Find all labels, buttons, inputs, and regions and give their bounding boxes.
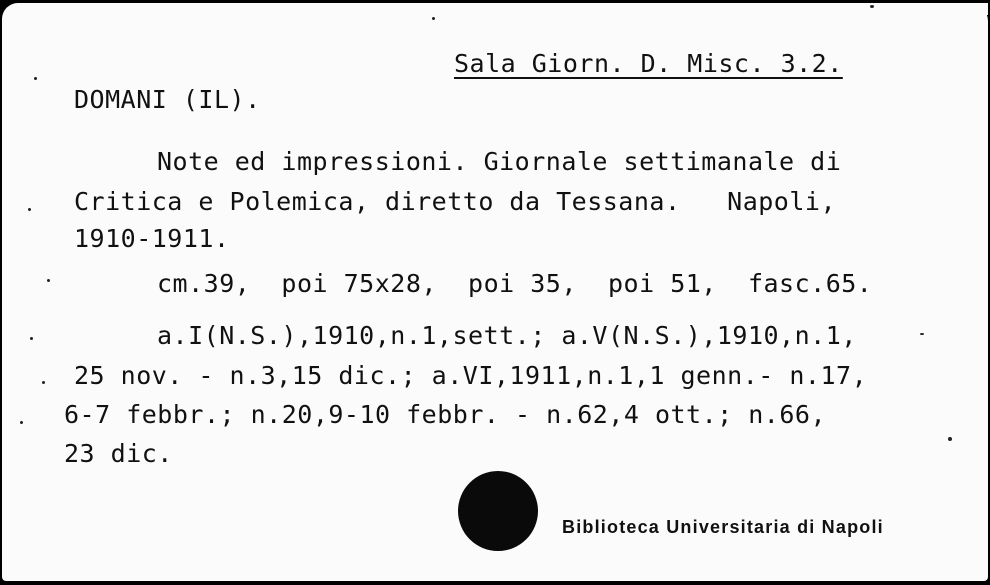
scan-speck bbox=[432, 17, 435, 20]
holdings-line: 6-7 febbr.; n.20,9-10 febbr. - n.62,4 ott.; n.66, bbox=[64, 400, 827, 429]
scan-speck bbox=[42, 381, 45, 384]
description-line: Note ed impressioni. Giornale settimanale di bbox=[157, 147, 842, 176]
holdings-line: 23 dic. bbox=[64, 439, 173, 468]
holdings-line: 25 nov. - n.3,15 dic.; a.VI,1911,n.1,1 genn.- n.17, bbox=[74, 361, 868, 390]
scan-speck bbox=[30, 337, 33, 340]
description-line: 1910-1911. bbox=[74, 224, 230, 253]
title-heading: DOMANI (IL). bbox=[74, 85, 261, 114]
scan-speck bbox=[948, 437, 952, 441]
scan-speck bbox=[20, 421, 23, 424]
scan-speck bbox=[34, 77, 37, 80]
holdings-line: a.I(N.S.),1910,n.1,sett.; a.V(N.S.),1910,n.1, bbox=[157, 321, 857, 350]
scan-speck bbox=[47, 279, 50, 282]
catalog-card bbox=[2, 3, 988, 581]
shelfmark: Sala Giorn. D. Misc. 3.2. bbox=[454, 49, 843, 78]
card-edge bbox=[868, 3, 988, 15]
scan-speck bbox=[28, 208, 31, 211]
library-stamp: Biblioteca Universitaria di Napoli bbox=[562, 517, 884, 537]
format-line: cm.39, poi 75x28, poi 35, poi 51, fasc.65. bbox=[157, 269, 873, 298]
stamp-dot-icon bbox=[458, 471, 538, 551]
scan-speck bbox=[870, 5, 874, 8]
description-line: Critica e Polemica, diretto da Tessana. Napoli, bbox=[74, 187, 837, 216]
scan-speck bbox=[920, 333, 924, 335]
